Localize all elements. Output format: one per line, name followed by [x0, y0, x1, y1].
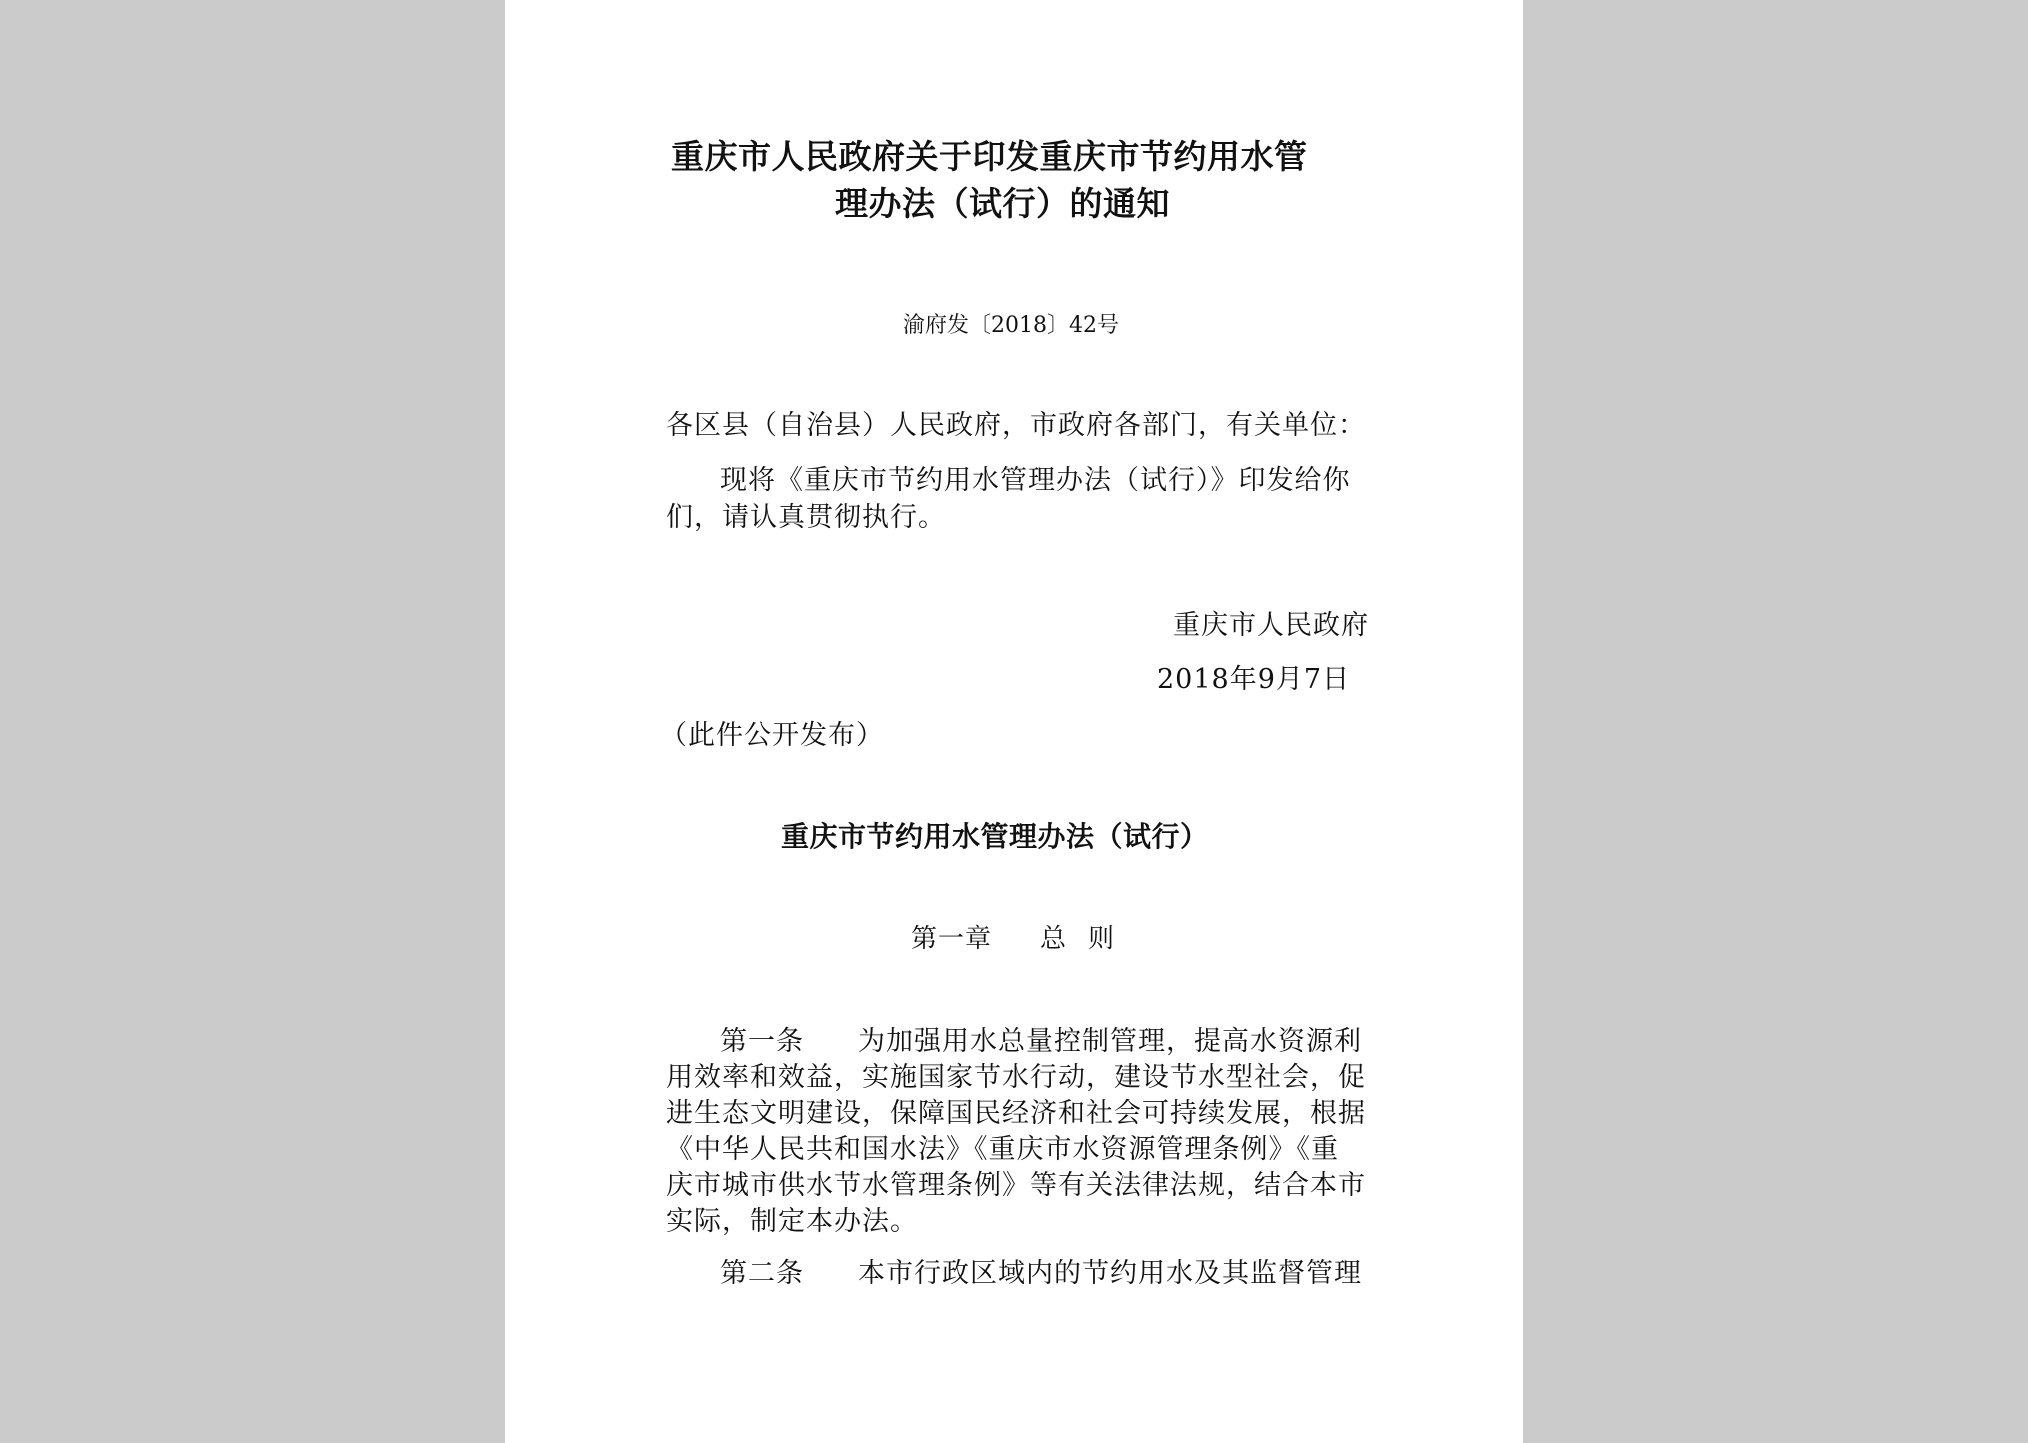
- notice-body-line-1: 现将《重庆市节约用水管理办法（试行）》印发给你: [720, 465, 1351, 496]
- article-2-text-line-1: 本市行政区域内的节约用水及其监督管理: [858, 1258, 1362, 1289]
- article-1-first-line: [720, 1028, 1362, 1055]
- publication-note: （此件公开发布）: [660, 720, 884, 751]
- article-2-label: 第二条: [720, 1258, 804, 1289]
- article-1-text-line-6: 实际，制定本办法。: [666, 1206, 918, 1237]
- notice-title-line-1: 重庆市人民政府关于印发重庆市节约用水管: [671, 137, 1308, 176]
- chapter-heading: [911, 926, 1136, 952]
- chapter-number: 第一章: [911, 924, 993, 954]
- article-1-text-line-4: 《中华人民共和国水法》《重庆市水资源管理条例》《重: [666, 1134, 1339, 1165]
- article-1-label: 第一条: [720, 1026, 804, 1057]
- article-1-text-line-5: 庆市城市供水节水管理条例》等有关法律法规，结合本市: [666, 1170, 1366, 1201]
- document-number: 渝府发〔2018〕42号: [903, 313, 1119, 338]
- document-page: [505, 0, 1523, 1443]
- article-2-first-line: [720, 1260, 1362, 1287]
- article-1-text-line-3: 进生态文明建设，保障国民经济和社会可持续发展，根据: [666, 1098, 1366, 1129]
- regulation-title: 重庆市节约用水管理办法（试行）: [781, 820, 1209, 853]
- issue-date: 2018年9月7日: [1157, 664, 1351, 695]
- article-1-text-line-2: 用效率和效益，实施国家节水行动，建设节水型社会，促: [666, 1062, 1366, 1093]
- chapter-title: 总则: [1040, 924, 1137, 954]
- notice-title-line-2: 理办法（试行）的通知: [835, 184, 1170, 223]
- article-1-text-line-1: 为加强用水总量控制管理，提高水资源利: [858, 1026, 1362, 1057]
- addressee: 各区县（自治县）人民政府，市政府各部门，有关单位：: [666, 410, 1366, 441]
- notice-body-line-2: 们，请认真贯彻执行。: [666, 502, 946, 533]
- issuer-signature: 重庆市人民政府: [1173, 610, 1369, 641]
